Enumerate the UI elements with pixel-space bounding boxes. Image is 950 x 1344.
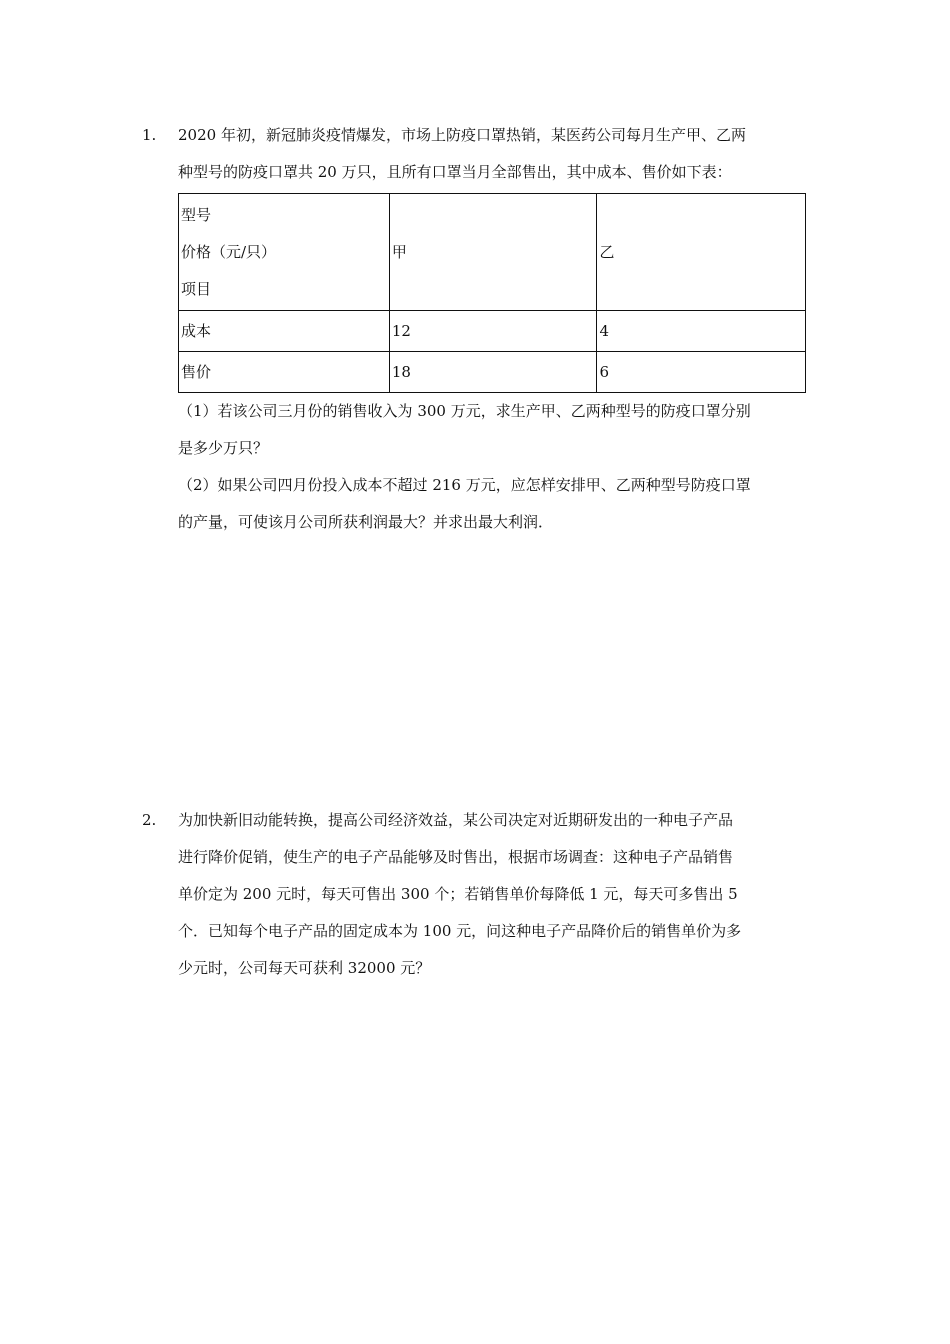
problem-text-line: 2020 年初，新冠肺炎疫情爆发，市场上防疫口罩热销，某医药公司每月生产甲、乙两 [178, 126, 746, 144]
problem-text-line: 少元时，公司每天可获利 32000 元？ [178, 959, 431, 977]
problem-text-line: 的产量，可使该月公司所获利润最大？并求出最大利润． [178, 513, 554, 531]
problem-body [178, 117, 806, 541]
problem-text-line: 进行降价促销，使生产的电子产品能够及时售出，根据市场调查：这种电子产品销售 [178, 848, 734, 866]
problem-2 [142, 802, 806, 987]
row-label: 成本 [179, 311, 390, 352]
header-label-price: 价格（元/只） [181, 242, 277, 261]
price-table [178, 193, 806, 393]
problem-1 [142, 117, 806, 541]
problem-number: 2. [142, 811, 157, 829]
sub-question-1: （1）若该公司三月份的销售收入为 300 万元，求生产甲、乙两种型号的防疫口罩分别 [178, 402, 751, 420]
problem-body [178, 802, 806, 987]
header-label-model: 型号 [181, 205, 212, 224]
cell-jia: 18 [389, 352, 597, 393]
problem-text-line: 是多少万只？ [178, 439, 269, 457]
header-cell-jia: 甲 [389, 194, 597, 311]
table-header-row [179, 194, 806, 311]
cell-jia: 12 [389, 311, 597, 352]
problem-text-line: 种型号的防疫口罩共 20 万只，且所有口罩当月全部售出，其中成本、售价如下表： [178, 163, 732, 181]
problem-text-line: 单价定为 200 元时，每天可售出 300 个；若销售单价每降低 1 元，每天可多售出 5 [178, 885, 738, 903]
problem-number: 1. [142, 126, 157, 144]
sub-question-2: （2）如果公司四月份投入成本不超过 216 万元，应怎样安排甲、乙两种型号防疫口罩 [178, 476, 751, 494]
cell-yi: 4 [597, 311, 806, 352]
problem-text-line: 为加快新旧动能转换，提高公司经济效益，某公司决定对近期研发出的一种电子产品 [178, 811, 734, 829]
row-label: 售价 [179, 352, 390, 393]
header-label-item: 项目 [181, 279, 212, 298]
table-row [179, 311, 806, 352]
diagonal-header-cell [179, 194, 390, 311]
header-cell-yi: 乙 [597, 194, 806, 311]
cell-yi: 6 [597, 352, 806, 393]
problem-text-line: 个．已知每个电子产品的固定成本为 100 元，问这种电子产品降价后的销售单价为多 [178, 922, 742, 940]
table-row [179, 352, 806, 393]
